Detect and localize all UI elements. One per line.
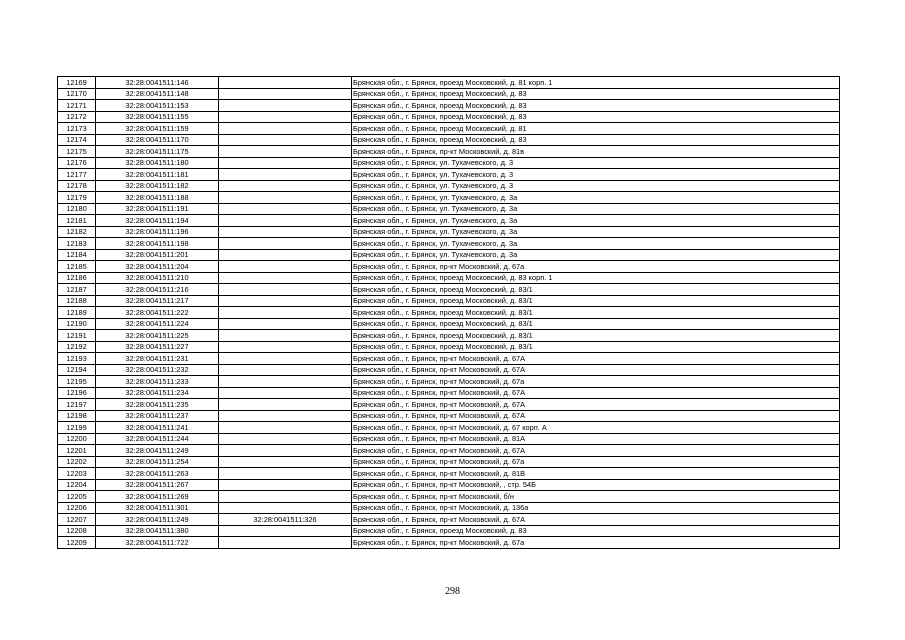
cadastral-number-cell: 32:28:0041511:380 bbox=[96, 525, 219, 537]
cadastral-number-cell: 32:28:0041511:224 bbox=[96, 318, 219, 330]
cadastral-number-cell: 32:28:0041511:267 bbox=[96, 479, 219, 491]
previous-number-cell bbox=[219, 433, 352, 445]
row-number-cell: 12186 bbox=[58, 272, 96, 284]
previous-number-cell bbox=[219, 226, 352, 238]
cadastral-number-cell: 32:28:0041511:196 bbox=[96, 226, 219, 238]
table-row bbox=[58, 468, 840, 480]
address-cell: Брянская обл., г. Брянск, пр-кт Московский, д. 81В bbox=[352, 468, 840, 480]
previous-number-cell bbox=[219, 272, 352, 284]
table-row bbox=[58, 192, 840, 204]
cadastral-number-cell: 32:28:0041511:301 bbox=[96, 502, 219, 514]
row-number-cell: 12180 bbox=[58, 203, 96, 215]
cadastral-number-cell: 32:28:0041511:146 bbox=[96, 77, 219, 89]
cadastral-number-cell: 32:28:0041511:210 bbox=[96, 272, 219, 284]
table-row bbox=[58, 203, 840, 215]
previous-number-cell bbox=[219, 422, 352, 434]
previous-number-cell bbox=[219, 215, 352, 227]
table-row bbox=[58, 180, 840, 192]
row-number-cell: 12171 bbox=[58, 100, 96, 112]
row-number-cell: 12170 bbox=[58, 88, 96, 100]
cadastral-number-cell: 32:28:0041511:222 bbox=[96, 307, 219, 319]
previous-number-cell bbox=[219, 88, 352, 100]
address-cell: Брянская обл., г. Брянск, проезд Московский, д. 81 bbox=[352, 123, 840, 135]
address-cell: Брянская обл., г. Брянск, проезд Московский, д. 83/1 bbox=[352, 341, 840, 353]
cadastral-number-cell: 32:28:0041511:148 bbox=[96, 88, 219, 100]
previous-number-cell bbox=[219, 307, 352, 319]
previous-number-cell bbox=[219, 77, 352, 89]
table-row bbox=[58, 502, 840, 514]
cadastral-number-cell: 32:28:0041511:201 bbox=[96, 249, 219, 261]
address-cell: Брянская обл., г. Брянск, пр-кт Московский, д. 67А bbox=[352, 387, 840, 399]
address-cell: Брянская обл., г. Брянск, ул. Тухачевского, д. 3 bbox=[352, 157, 840, 169]
cadastral-number-cell: 32:28:0041511:182 bbox=[96, 180, 219, 192]
previous-number-cell bbox=[219, 318, 352, 330]
table-row bbox=[58, 456, 840, 468]
table-row bbox=[58, 514, 840, 526]
cadastral-number-cell: 32:28:0041511:204 bbox=[96, 261, 219, 273]
table-row bbox=[58, 284, 840, 296]
row-number-cell: 12179 bbox=[58, 192, 96, 204]
cadastral-number-cell: 32:28:0041511:263 bbox=[96, 468, 219, 480]
previous-number-cell bbox=[219, 284, 352, 296]
address-cell: Брянская обл., г. Брянск, пр-кт Московский, д. 67 корп. А bbox=[352, 422, 840, 434]
previous-number-cell bbox=[219, 341, 352, 353]
previous-number-cell: 32:28:0041511:326 bbox=[219, 514, 352, 526]
row-number-cell: 12198 bbox=[58, 410, 96, 422]
previous-number-cell bbox=[219, 456, 352, 468]
previous-number-cell bbox=[219, 134, 352, 146]
cadastral-number-cell: 32:28:0041511:225 bbox=[96, 330, 219, 342]
cadastral-number-cell: 32:28:0041511:254 bbox=[96, 456, 219, 468]
table-row bbox=[58, 491, 840, 503]
row-number-cell: 12204 bbox=[58, 479, 96, 491]
row-number-cell: 12185 bbox=[58, 261, 96, 273]
address-cell: Брянская обл., г. Брянск, ул. Тухачевского, д. 3а bbox=[352, 249, 840, 261]
cadastral-number-cell: 32:28:0041511:722 bbox=[96, 537, 219, 549]
table-row bbox=[58, 330, 840, 342]
table-row bbox=[58, 238, 840, 250]
table-row bbox=[58, 341, 840, 353]
address-cell: Брянская обл., г. Брянск, пр-кт Московский, , стр. 54Б bbox=[352, 479, 840, 491]
address-cell: Брянская обл., г. Брянск, пр-кт Московский, д. 67А bbox=[352, 353, 840, 365]
previous-number-cell bbox=[219, 410, 352, 422]
row-number-cell: 12189 bbox=[58, 307, 96, 319]
address-cell: Брянская обл., г. Брянск, пр-кт Московский, д. 81в bbox=[352, 146, 840, 158]
address-cell: Брянская обл., г. Брянск, ул. Тухачевского, д. 3а bbox=[352, 192, 840, 204]
table-row bbox=[58, 364, 840, 376]
address-cell: Брянская обл., г. Брянск, ул. Тухачевского, д. 3а bbox=[352, 215, 840, 227]
table-row bbox=[58, 215, 840, 227]
table-row bbox=[58, 387, 840, 399]
table-row bbox=[58, 353, 840, 365]
row-number-cell: 12177 bbox=[58, 169, 96, 181]
cadastral-number-cell: 32:28:0041511:234 bbox=[96, 387, 219, 399]
previous-number-cell bbox=[219, 111, 352, 123]
table-row bbox=[58, 88, 840, 100]
cadastral-number-cell: 32:28:0041511:216 bbox=[96, 284, 219, 296]
row-number-cell: 12208 bbox=[58, 525, 96, 537]
page-number: 298 bbox=[445, 586, 460, 597]
table-row bbox=[58, 261, 840, 273]
cadastral-number-cell: 32:28:0041511:188 bbox=[96, 192, 219, 204]
row-number-cell: 12207 bbox=[58, 514, 96, 526]
cadastral-number-cell: 32:28:0041511:231 bbox=[96, 353, 219, 365]
table-row bbox=[58, 399, 840, 411]
cadastral-number-cell: 32:28:0041511:227 bbox=[96, 341, 219, 353]
address-cell: Брянская обл., г. Брянск, ул. Тухачевского, д. 3а bbox=[352, 226, 840, 238]
row-number-cell: 12202 bbox=[58, 456, 96, 468]
row-number-cell: 12188 bbox=[58, 295, 96, 307]
row-number-cell: 12182 bbox=[58, 226, 96, 238]
cadastral-number-cell: 32:28:0041511:249 bbox=[96, 514, 219, 526]
address-cell: Брянская обл., г. Брянск, пр-кт Московский, д. 67а bbox=[352, 456, 840, 468]
row-number-cell: 12184 bbox=[58, 249, 96, 261]
address-cell: Брянская обл., г. Брянск, пр-кт Московский, д. 81А bbox=[352, 433, 840, 445]
cadastral-number-cell: 32:28:0041511:235 bbox=[96, 399, 219, 411]
address-cell: Брянская обл., г. Брянск, ул. Тухачевского, д. 3а bbox=[352, 203, 840, 215]
address-cell: Брянская обл., г. Брянск, пр-кт Московский, д. 67А bbox=[352, 399, 840, 411]
table-row bbox=[58, 111, 840, 123]
row-number-cell: 12206 bbox=[58, 502, 96, 514]
cadastral-number-cell: 32:28:0041511:153 bbox=[96, 100, 219, 112]
address-cell: Брянская обл., г. Брянск, пр-кт Московский, д. 67А bbox=[352, 445, 840, 457]
cadastral-number-cell: 32:28:0041511:217 bbox=[96, 295, 219, 307]
address-cell: Брянская обл., г. Брянск, пр-кт Московский, д. 67а bbox=[352, 537, 840, 549]
address-cell: Брянская обл., г. Брянск, проезд Московский, д. 83/1 bbox=[352, 284, 840, 296]
table-row bbox=[58, 272, 840, 284]
cadastral-number-cell: 32:28:0041511:180 bbox=[96, 157, 219, 169]
row-number-cell: 12196 bbox=[58, 387, 96, 399]
address-cell: Брянская обл., г. Брянск, ул. Тухачевского, д. 3 bbox=[352, 180, 840, 192]
address-cell: Брянская обл., г. Брянск, пр-кт Московский, д. 67А bbox=[352, 514, 840, 526]
row-number-cell: 12174 bbox=[58, 134, 96, 146]
previous-number-cell bbox=[219, 203, 352, 215]
address-cell: Брянская обл., г. Брянск, проезд Московский, д. 83 bbox=[352, 134, 840, 146]
row-number-cell: 12201 bbox=[58, 445, 96, 457]
table-row bbox=[58, 157, 840, 169]
row-number-cell: 12187 bbox=[58, 284, 96, 296]
table-row bbox=[58, 445, 840, 457]
previous-number-cell bbox=[219, 491, 352, 503]
row-number-cell: 12191 bbox=[58, 330, 96, 342]
table-row bbox=[58, 318, 840, 330]
previous-number-cell bbox=[219, 261, 352, 273]
previous-number-cell bbox=[219, 169, 352, 181]
previous-number-cell bbox=[219, 468, 352, 480]
previous-number-cell bbox=[219, 238, 352, 250]
address-cell: Брянская обл., г. Брянск, проезд Московский, д. 83 bbox=[352, 100, 840, 112]
cadastral-registry-table bbox=[57, 76, 840, 549]
address-cell: Брянская обл., г. Брянск, пр-кт Московский, д. 136а bbox=[352, 502, 840, 514]
address-cell: Брянская обл., г. Брянск, проезд Московский, д. 83 корп. 1 bbox=[352, 272, 840, 284]
row-number-cell: 12169 bbox=[58, 77, 96, 89]
table-row bbox=[58, 410, 840, 422]
previous-number-cell bbox=[219, 330, 352, 342]
row-number-cell: 12190 bbox=[58, 318, 96, 330]
row-number-cell: 12173 bbox=[58, 123, 96, 135]
cadastral-number-cell: 32:28:0041511:249 bbox=[96, 445, 219, 457]
address-cell: Брянская обл., г. Брянск, проезд Московский, д. 83 bbox=[352, 111, 840, 123]
table-row bbox=[58, 422, 840, 434]
address-cell: Брянская обл., г. Брянск, проезд Московский, д. 81 корп. 1 bbox=[352, 77, 840, 89]
table-row bbox=[58, 100, 840, 112]
cadastral-number-cell: 32:28:0041511:194 bbox=[96, 215, 219, 227]
address-cell: Брянская обл., г. Брянск, пр-кт Московский, д. 67а bbox=[352, 376, 840, 388]
cadastral-number-cell: 32:28:0041511:244 bbox=[96, 433, 219, 445]
row-number-cell: 12203 bbox=[58, 468, 96, 480]
table-row bbox=[58, 479, 840, 491]
table-row bbox=[58, 169, 840, 181]
address-cell: Брянская обл., г. Брянск, проезд Московский, д. 83 bbox=[352, 525, 840, 537]
address-cell: Брянская обл., г. Брянск, проезд Московский, д. 83/1 bbox=[352, 307, 840, 319]
previous-number-cell bbox=[219, 376, 352, 388]
previous-number-cell bbox=[219, 525, 352, 537]
previous-number-cell bbox=[219, 353, 352, 365]
address-cell: Брянская обл., г. Брянск, пр-кт Московский, б/н bbox=[352, 491, 840, 503]
previous-number-cell bbox=[219, 479, 352, 491]
address-cell: Брянская обл., г. Брянск, пр-кт Московский, д. 67А bbox=[352, 410, 840, 422]
cadastral-number-cell: 32:28:0041511:198 bbox=[96, 238, 219, 250]
row-number-cell: 12194 bbox=[58, 364, 96, 376]
address-cell: Брянская обл., г. Брянск, проезд Московский, д. 83 bbox=[352, 88, 840, 100]
row-number-cell: 12176 bbox=[58, 157, 96, 169]
previous-number-cell bbox=[219, 387, 352, 399]
address-cell: Брянская обл., г. Брянск, ул. Тухачевского, д. 3 bbox=[352, 169, 840, 181]
cadastral-number-cell: 32:28:0041511:155 bbox=[96, 111, 219, 123]
previous-number-cell bbox=[219, 399, 352, 411]
cadastral-number-cell: 32:28:0041511:181 bbox=[96, 169, 219, 181]
address-cell: Брянская обл., г. Брянск, пр-кт Московский, д. 67а bbox=[352, 261, 840, 273]
previous-number-cell bbox=[219, 249, 352, 261]
previous-number-cell bbox=[219, 123, 352, 135]
table-row bbox=[58, 146, 840, 158]
previous-number-cell bbox=[219, 100, 352, 112]
previous-number-cell bbox=[219, 157, 352, 169]
table-row bbox=[58, 134, 840, 146]
row-number-cell: 12193 bbox=[58, 353, 96, 365]
row-number-cell: 12197 bbox=[58, 399, 96, 411]
row-number-cell: 12172 bbox=[58, 111, 96, 123]
address-cell: Брянская обл., г. Брянск, проезд Московский, д. 83/1 bbox=[352, 330, 840, 342]
table-row bbox=[58, 77, 840, 89]
previous-number-cell bbox=[219, 295, 352, 307]
previous-number-cell bbox=[219, 502, 352, 514]
row-number-cell: 12199 bbox=[58, 422, 96, 434]
cadastral-number-cell: 32:28:0041511:233 bbox=[96, 376, 219, 388]
table-row bbox=[58, 525, 840, 537]
cadastral-number-cell: 32:28:0041511:232 bbox=[96, 364, 219, 376]
previous-number-cell bbox=[219, 146, 352, 158]
address-cell: Брянская обл., г. Брянск, проезд Московский, д. 83/1 bbox=[352, 295, 840, 307]
table-row bbox=[58, 307, 840, 319]
table-row bbox=[58, 537, 840, 549]
previous-number-cell bbox=[219, 537, 352, 549]
cadastral-number-cell: 32:28:0041511:241 bbox=[96, 422, 219, 434]
table-row bbox=[58, 249, 840, 261]
address-cell: Брянская обл., г. Брянск, проезд Московский, д. 83/1 bbox=[352, 318, 840, 330]
table-row bbox=[58, 123, 840, 135]
cadastral-number-cell: 32:28:0041511:237 bbox=[96, 410, 219, 422]
row-number-cell: 12205 bbox=[58, 491, 96, 503]
row-number-cell: 12195 bbox=[58, 376, 96, 388]
previous-number-cell bbox=[219, 192, 352, 204]
row-number-cell: 12178 bbox=[58, 180, 96, 192]
row-number-cell: 12183 bbox=[58, 238, 96, 250]
table-row bbox=[58, 376, 840, 388]
cadastral-number-cell: 32:28:0041511:191 bbox=[96, 203, 219, 215]
previous-number-cell bbox=[219, 445, 352, 457]
row-number-cell: 12181 bbox=[58, 215, 96, 227]
table-row bbox=[58, 295, 840, 307]
address-cell: Брянская обл., г. Брянск, пр-кт Московский, д. 67А bbox=[352, 364, 840, 376]
registry-table-body bbox=[58, 77, 840, 549]
row-number-cell: 12209 bbox=[58, 537, 96, 549]
table-row bbox=[58, 433, 840, 445]
row-number-cell: 12200 bbox=[58, 433, 96, 445]
cadastral-number-cell: 32:28:0041511:159 bbox=[96, 123, 219, 135]
cadastral-number-cell: 32:28:0041511:175 bbox=[96, 146, 219, 158]
cadastral-number-cell: 32:28:0041511:170 bbox=[96, 134, 219, 146]
previous-number-cell bbox=[219, 364, 352, 376]
row-number-cell: 12192 bbox=[58, 341, 96, 353]
row-number-cell: 12175 bbox=[58, 146, 96, 158]
cadastral-number-cell: 32:28:0041511:269 bbox=[96, 491, 219, 503]
previous-number-cell bbox=[219, 180, 352, 192]
address-cell: Брянская обл., г. Брянск, ул. Тухачевского, д. 3а bbox=[352, 238, 840, 250]
table-row bbox=[58, 226, 840, 238]
